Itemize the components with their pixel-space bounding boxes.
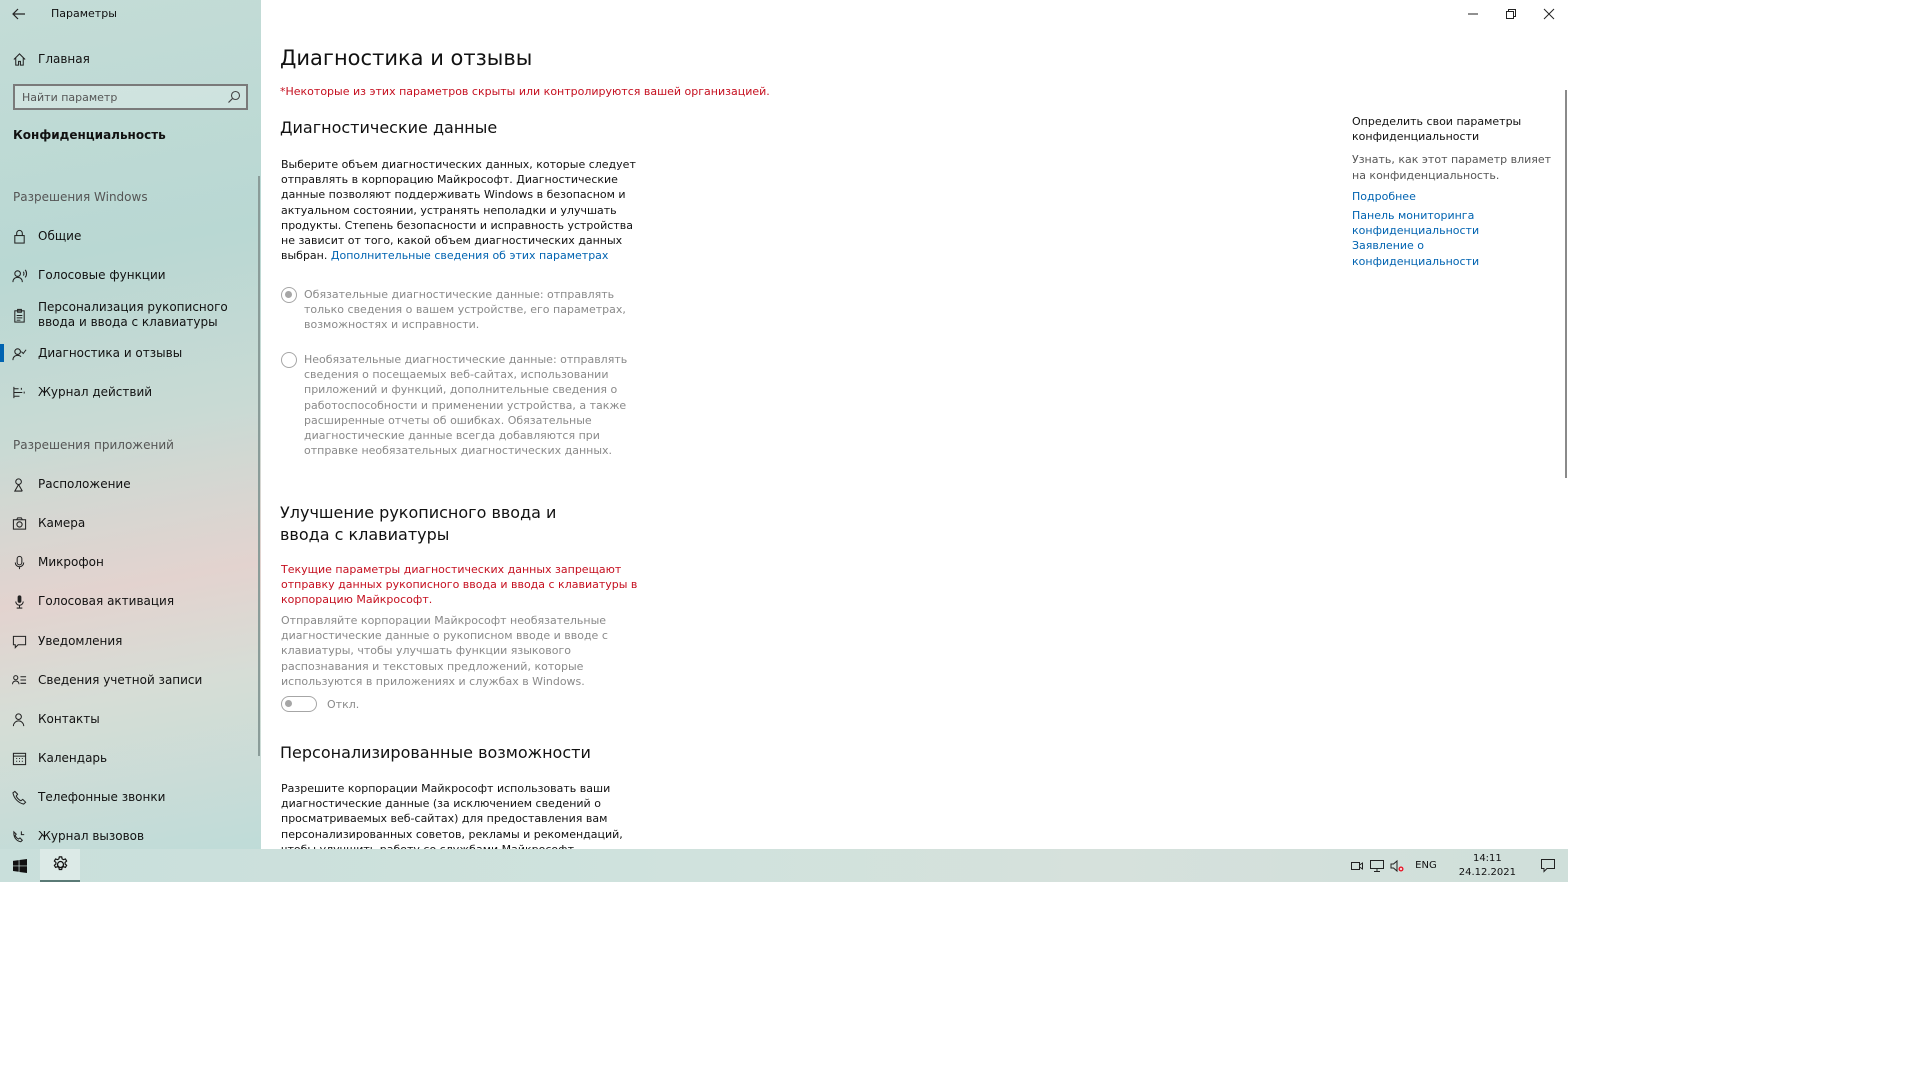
main-scrollbar[interactable] bbox=[1565, 90, 1567, 478]
sidebar-item-general[interactable] bbox=[0, 226, 261, 246]
meet-now-icon[interactable] bbox=[1347, 849, 1367, 882]
sidebar-group-apps: Разрешения приложений bbox=[13, 438, 174, 452]
sidebar-item-contacts[interactable] bbox=[0, 709, 261, 729]
speech-icon bbox=[0, 268, 38, 283]
sidebar-item-voice-activation[interactable] bbox=[0, 591, 261, 611]
minimize-button[interactable] bbox=[1454, 0, 1492, 28]
window-controls bbox=[1454, 0, 1568, 28]
link-privacy-dashboard[interactable]: Панель мониторинга конфиденциальности bbox=[1352, 209, 1480, 238]
close-button[interactable] bbox=[1530, 0, 1568, 28]
sidebar-group-windows: Разрешения Windows bbox=[13, 190, 148, 204]
close-icon bbox=[1544, 9, 1554, 19]
sidebar-item-label: Журнал вызовов bbox=[38, 828, 145, 843]
settings-sidebar bbox=[0, 0, 261, 849]
sidebar-item-label: Голосовая активация bbox=[38, 593, 175, 608]
sidebar-item-label: Телефонные звонки bbox=[38, 789, 166, 804]
back-button[interactable] bbox=[8, 4, 30, 24]
clipboard-icon bbox=[0, 308, 38, 323]
inking-typing-heading: Улучшение рукописного ввода и ввода с клавиатуры bbox=[280, 503, 557, 544]
sidebar-item-account-info[interactable] bbox=[0, 670, 261, 690]
phone-icon bbox=[0, 790, 38, 805]
sidebar-item-label: Контакты bbox=[38, 711, 100, 726]
sidebar-item-diagnostics[interactable] bbox=[0, 343, 261, 363]
inking-typing-toggle-row bbox=[281, 696, 359, 712]
radio-required-label: Обязательные диагностические данные: отправлять только сведения о вашем устройстве, его параметрах, возможностях и исправности. bbox=[304, 288, 626, 332]
sidebar-item-calendar[interactable] bbox=[0, 748, 261, 768]
network-icon[interactable] bbox=[1367, 849, 1387, 882]
sidebar-item-label: Диагностика и отзывы bbox=[38, 345, 183, 360]
sidebar-item-home[interactable] bbox=[0, 44, 261, 74]
privacy-panel-description: Узнать, как этот параметр влияет на конфиденциальность. bbox=[1352, 153, 1552, 182]
restore-button[interactable] bbox=[1492, 0, 1530, 28]
sidebar-item-inking-typing[interactable] bbox=[0, 298, 261, 332]
lock-icon bbox=[0, 229, 38, 244]
learn-more-link[interactable]: Дополнительные сведения об этих параметрах bbox=[330, 249, 609, 263]
sidebar-item-label: Расположение bbox=[38, 476, 131, 491]
diagnostic-data-heading: Диагностические данные bbox=[280, 118, 498, 137]
minimize-icon bbox=[1468, 9, 1478, 19]
sidebar-item-label: Журнал действий bbox=[38, 384, 153, 399]
input-language[interactable]: ENG bbox=[1415, 860, 1437, 871]
org-managed-warning: *Некоторые из этих параметров скрыты или контролируются вашей организацией. bbox=[280, 85, 770, 98]
action-center-button[interactable] bbox=[1528, 849, 1568, 882]
sidebar-item-label: Уведомления bbox=[38, 633, 123, 648]
windows-logo-icon bbox=[13, 859, 27, 873]
sidebar-item-location[interactable] bbox=[0, 474, 261, 494]
tailored-experiences-description: Разрешите корпорации Майкрософт использовать ваши диагностические данные (за исключением сведений о просматриваемых веб-сайтах) для предоставления вам персонализированных советов, рекламы и рекомендаций, bbox=[281, 782, 623, 841]
gear-icon bbox=[52, 856, 69, 873]
call-history-icon bbox=[0, 829, 38, 844]
camera-icon bbox=[0, 516, 38, 531]
sidebar-item-camera[interactable] bbox=[0, 513, 261, 533]
sidebar-item-activity-history[interactable] bbox=[0, 382, 261, 402]
sidebar-item-label: Голосовые функции bbox=[38, 267, 166, 282]
page-title: Диагностика и отзывы bbox=[280, 46, 533, 70]
sidebar-item-speech[interactable] bbox=[0, 265, 261, 285]
notification-icon bbox=[0, 634, 38, 649]
sidebar-item-notifications[interactable] bbox=[0, 631, 261, 651]
contacts-icon bbox=[0, 712, 38, 727]
sidebar-item-label: Сведения учетной записи bbox=[38, 672, 203, 687]
privacy-info-panel bbox=[1352, 114, 1552, 269]
link-learn-more[interactable]: Подробнее bbox=[1352, 189, 1416, 203]
taskbar-settings-app[interactable] bbox=[40, 849, 80, 882]
clock-date: 24.12.2021 bbox=[1458, 866, 1516, 878]
radio-optional-diagnostic[interactable] bbox=[281, 352, 653, 458]
volume-muted-icon[interactable] bbox=[1387, 849, 1407, 882]
diagnostic-data-description bbox=[281, 157, 647, 263]
link-privacy-statement[interactable]: Заявление о конфиденциальности bbox=[1352, 239, 1480, 268]
calendar-icon bbox=[0, 751, 38, 766]
sidebar-scrollbar[interactable] bbox=[258, 176, 260, 756]
sidebar-item-label: Календарь bbox=[38, 750, 108, 765]
timeline-icon bbox=[0, 385, 38, 400]
sidebar-item-call-history[interactable] bbox=[0, 826, 261, 846]
inking-typing-toggle[interactable] bbox=[281, 696, 317, 712]
sidebar-item-label: Персонализация рукописного ввода и ввода с клавиатуры bbox=[38, 300, 228, 329]
feedback-icon bbox=[0, 346, 38, 361]
inking-typing-warning: Текущие параметры диагностических данных запрещают отправку данных рукописного ввода и ввода с клавиатуры в корпорацию Майкрософт. bbox=[281, 563, 638, 607]
home-icon bbox=[0, 52, 38, 67]
sidebar-item-label: Микрофон bbox=[38, 554, 104, 569]
taskbar-clock[interactable] bbox=[1447, 852, 1528, 880]
inking-typing-description: Отправляйте корпорации Майкрософт необязательные диагностические данные о рукописном вводе и вводе с клавиатуры, чтобы улучшать функции языкового распознавания и текстовых предложений, которые используются в приложениях и службах в Windows. bbox=[281, 614, 608, 688]
back-arrow-icon bbox=[12, 8, 26, 20]
search-box[interactable] bbox=[13, 84, 248, 110]
tailored-experiences-heading: Персонализированные возможности bbox=[280, 743, 591, 762]
sidebar-item-microphone[interactable] bbox=[0, 552, 261, 572]
radio-optional-label: Необязательные диагностические данные: отправлять сведения о посещаемых веб-сайтах, использовании приложений и функций, дополнительные сведения о работоспособности и применении устройства, а также расширенные отчеты об ошибках. Обязательные диагностические данные всегда добавляются при отправке необязательных диагностических данных. bbox=[304, 353, 628, 458]
toggle-state-label: Откл. bbox=[327, 697, 360, 711]
radio-required-diagnostic[interactable] bbox=[281, 287, 653, 333]
voice-activation-icon bbox=[0, 594, 38, 609]
radio-button[interactable] bbox=[281, 352, 297, 368]
sidebar-item-label: Главная bbox=[38, 51, 90, 66]
search-input[interactable] bbox=[22, 91, 222, 104]
clock-time: 14:11 bbox=[1472, 852, 1502, 864]
system-tray bbox=[1347, 849, 1568, 882]
radio-button-checked[interactable] bbox=[281, 287, 297, 303]
sidebar-section-title: Конфиденциальность bbox=[13, 128, 166, 142]
microphone-icon bbox=[0, 555, 38, 570]
diagnostic-description-text: Выберите объем диагностических данных, которые следует отправлять в корпорацию Майкрософт. Диагностические данные позволяют поддерживать Windows в безопасном и актуальном состоянии, устранять неполадки и улучшать продукты. Степень безопасности и исправность устройства не зависит от того, какой объем диагностических данных выбран. bbox=[281, 158, 636, 263]
account-info-icon bbox=[0, 673, 38, 688]
taskbar bbox=[0, 849, 1568, 882]
sidebar-item-label: Общие bbox=[38, 228, 82, 243]
location-icon bbox=[0, 477, 38, 492]
search-icon[interactable] bbox=[227, 90, 241, 104]
sidebar-item-label: Камера bbox=[38, 515, 86, 530]
privacy-panel-title: Определить свои параметры конфиденциальности bbox=[1352, 115, 1522, 144]
main-content bbox=[261, 0, 1568, 849]
sidebar-item-phone-calls[interactable] bbox=[0, 787, 261, 807]
titlebar bbox=[0, 0, 261, 28]
notification-center-icon bbox=[1541, 859, 1555, 872]
restore-icon bbox=[1506, 9, 1516, 19]
start-button[interactable] bbox=[0, 849, 40, 882]
app-title: Параметры bbox=[51, 7, 117, 20]
